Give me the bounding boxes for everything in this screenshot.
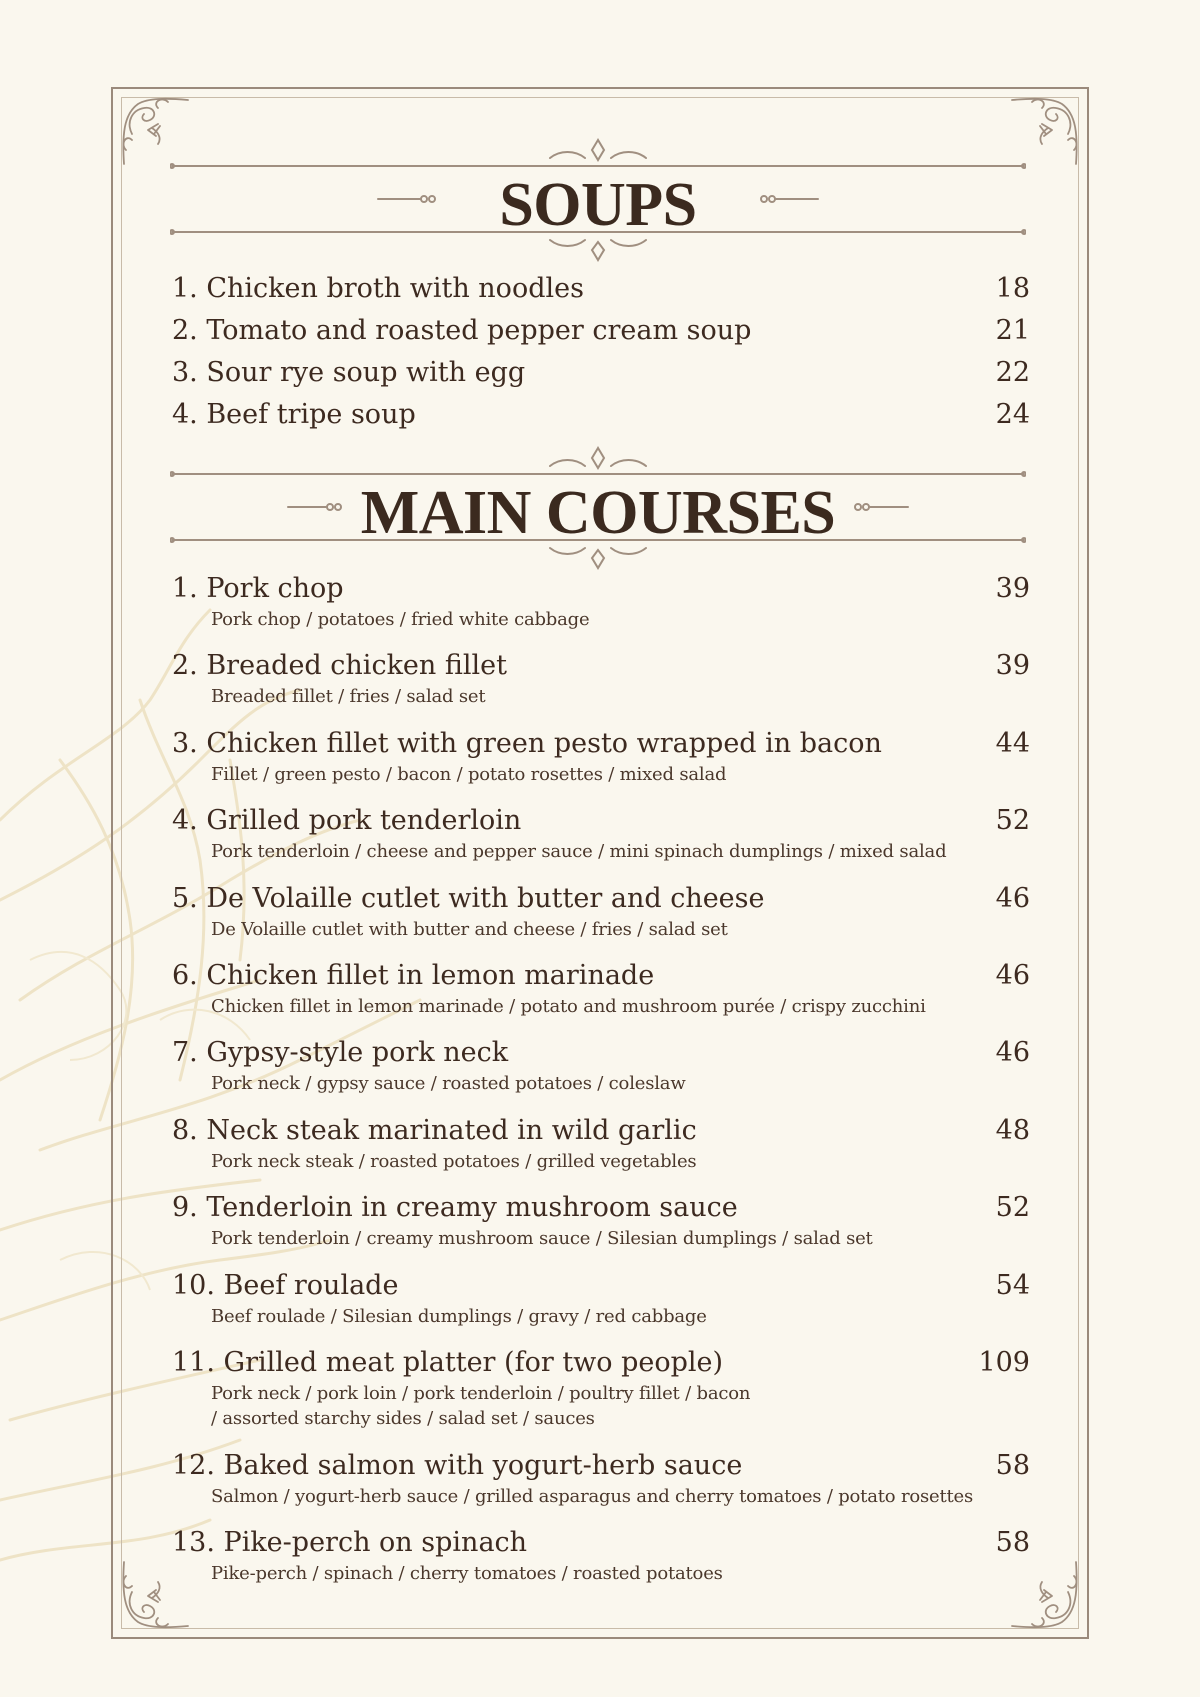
- list-item: [172, 394, 1030, 436]
- dish-price: 18: [995, 273, 1030, 304]
- dish-price: 52: [995, 805, 1030, 837]
- dish-name: 5. De Volaille cutlet with butter and cheese: [172, 882, 765, 914]
- dish-description: Beef roulade / Silesian dumplings / gravy / red cabbage: [211, 1305, 707, 1327]
- list-item: [172, 352, 1030, 394]
- dish-price: 48: [995, 1114, 1030, 1146]
- dish-price: 22: [995, 357, 1030, 388]
- dish-price: 109: [978, 1346, 1030, 1378]
- list-item: [172, 1525, 1030, 1602]
- list-item: [172, 1345, 1030, 1448]
- dish-price: 44: [995, 727, 1030, 759]
- dish-name: 7. Gypsy-style pork neck: [172, 1037, 509, 1069]
- dish-name: 3. Sour rye soup with egg: [172, 357, 526, 388]
- dish-price: 54: [995, 1269, 1030, 1301]
- list-item: [172, 803, 1030, 880]
- dish-description: Pork neck / gypsy sauce / roasted potatoes / coleslaw: [211, 1073, 686, 1095]
- list-item: [172, 881, 1030, 958]
- soups-list: [172, 268, 1030, 436]
- dish-description: Pike-perch / spinach / cherry tomatoes / roasted potatoes: [211, 1563, 723, 1585]
- dish-name: 4. Grilled pork tenderloin: [172, 805, 522, 837]
- dish-description: Breaded fillet / fries / salad set: [211, 686, 486, 708]
- dish-price: 46: [995, 1037, 1030, 1069]
- dish-name: 13. Pike-perch on spinach: [172, 1527, 528, 1559]
- dish-name: 1. Pork chop: [172, 573, 344, 604]
- dish-name: 6. Chicken fillet in lemon marinade: [172, 959, 655, 991]
- list-item: [172, 1190, 1030, 1267]
- dish-name: 10. Beef roulade: [172, 1269, 399, 1301]
- dish-description: Pork neck steak / roasted potatoes / grilled vegetables: [211, 1150, 697, 1172]
- dish-description: Salmon / yogurt-herb sauce / grilled asparagus and cherry tomatoes / potato rosettes: [211, 1485, 974, 1507]
- dish-price: 58: [995, 1449, 1030, 1481]
- dish-description: Pork tenderloin / creamy mushroom sauce / Silesian dumplings / salad set: [211, 1228, 873, 1250]
- dish-name: 12. Baked salmon with yogurt-herb sauce: [172, 1449, 743, 1481]
- dish-description: De Volaille cutlet with butter and cheese / fries / salad set: [211, 918, 728, 940]
- main-courses-title: MAIN COURSES: [360, 479, 836, 547]
- dish-name: 11. Grilled meat platter (for two people): [172, 1346, 724, 1378]
- main-courses-section-header: [170, 444, 1026, 574]
- dish-description: Pork tenderloin / cheese and pepper sauce / mini spinach dumplings / mixed salad: [211, 841, 947, 863]
- list-item: [172, 1268, 1030, 1345]
- dish-price: 39: [995, 573, 1030, 604]
- dish-price: 58: [995, 1527, 1030, 1559]
- list-item: [172, 726, 1030, 803]
- dish-name: 2. Tomato and roasted pepper cream soup: [172, 315, 752, 346]
- dish-description: Chicken fillet in lemon marinade / potato and mushroom purée / crispy zucchini: [211, 995, 926, 1017]
- main-courses-list: [172, 571, 1030, 1603]
- dish-name: 2. Breaded chicken fillet: [172, 650, 507, 682]
- dish-name: 3. Chicken fillet with green pesto wrapped in bacon: [172, 727, 882, 759]
- soups-section-header: [170, 136, 1026, 266]
- dish-name: 1. Chicken broth with noodles: [172, 273, 584, 304]
- dish-price: 46: [995, 882, 1030, 914]
- dish-name: 8. Neck steak marinated in wild garlic: [172, 1114, 697, 1146]
- list-item: [172, 268, 1030, 310]
- list-item: [172, 310, 1030, 352]
- dish-description: Pork neck / pork loin / pork tenderloin / poultry fillet / bacon: [211, 1382, 751, 1404]
- list-item: [172, 958, 1030, 1035]
- dish-name: 9. Tenderloin in creamy mushroom sauce: [172, 1192, 738, 1224]
- list-item: [172, 648, 1030, 725]
- dish-price: 24: [995, 399, 1030, 430]
- dish-description: Pork chop / potatoes / fried white cabbage: [211, 609, 590, 630]
- list-item: [172, 1113, 1030, 1190]
- dish-price: 39: [995, 650, 1030, 682]
- list-item: [172, 1448, 1030, 1525]
- dish-price: 46: [995, 959, 1030, 991]
- soups-title: SOUPS: [499, 171, 697, 239]
- dish-price: 21: [995, 315, 1030, 346]
- list-item: [172, 1035, 1030, 1112]
- dish-price: 52: [995, 1192, 1030, 1224]
- dish-name: 4. Beef tripe soup: [172, 399, 416, 430]
- list-item: [172, 571, 1030, 648]
- dish-description: / assorted starchy sides / salad set / sauces: [211, 1407, 595, 1429]
- dish-description: Fillet / green pesto / bacon / potato rosettes / mixed salad: [211, 763, 727, 785]
